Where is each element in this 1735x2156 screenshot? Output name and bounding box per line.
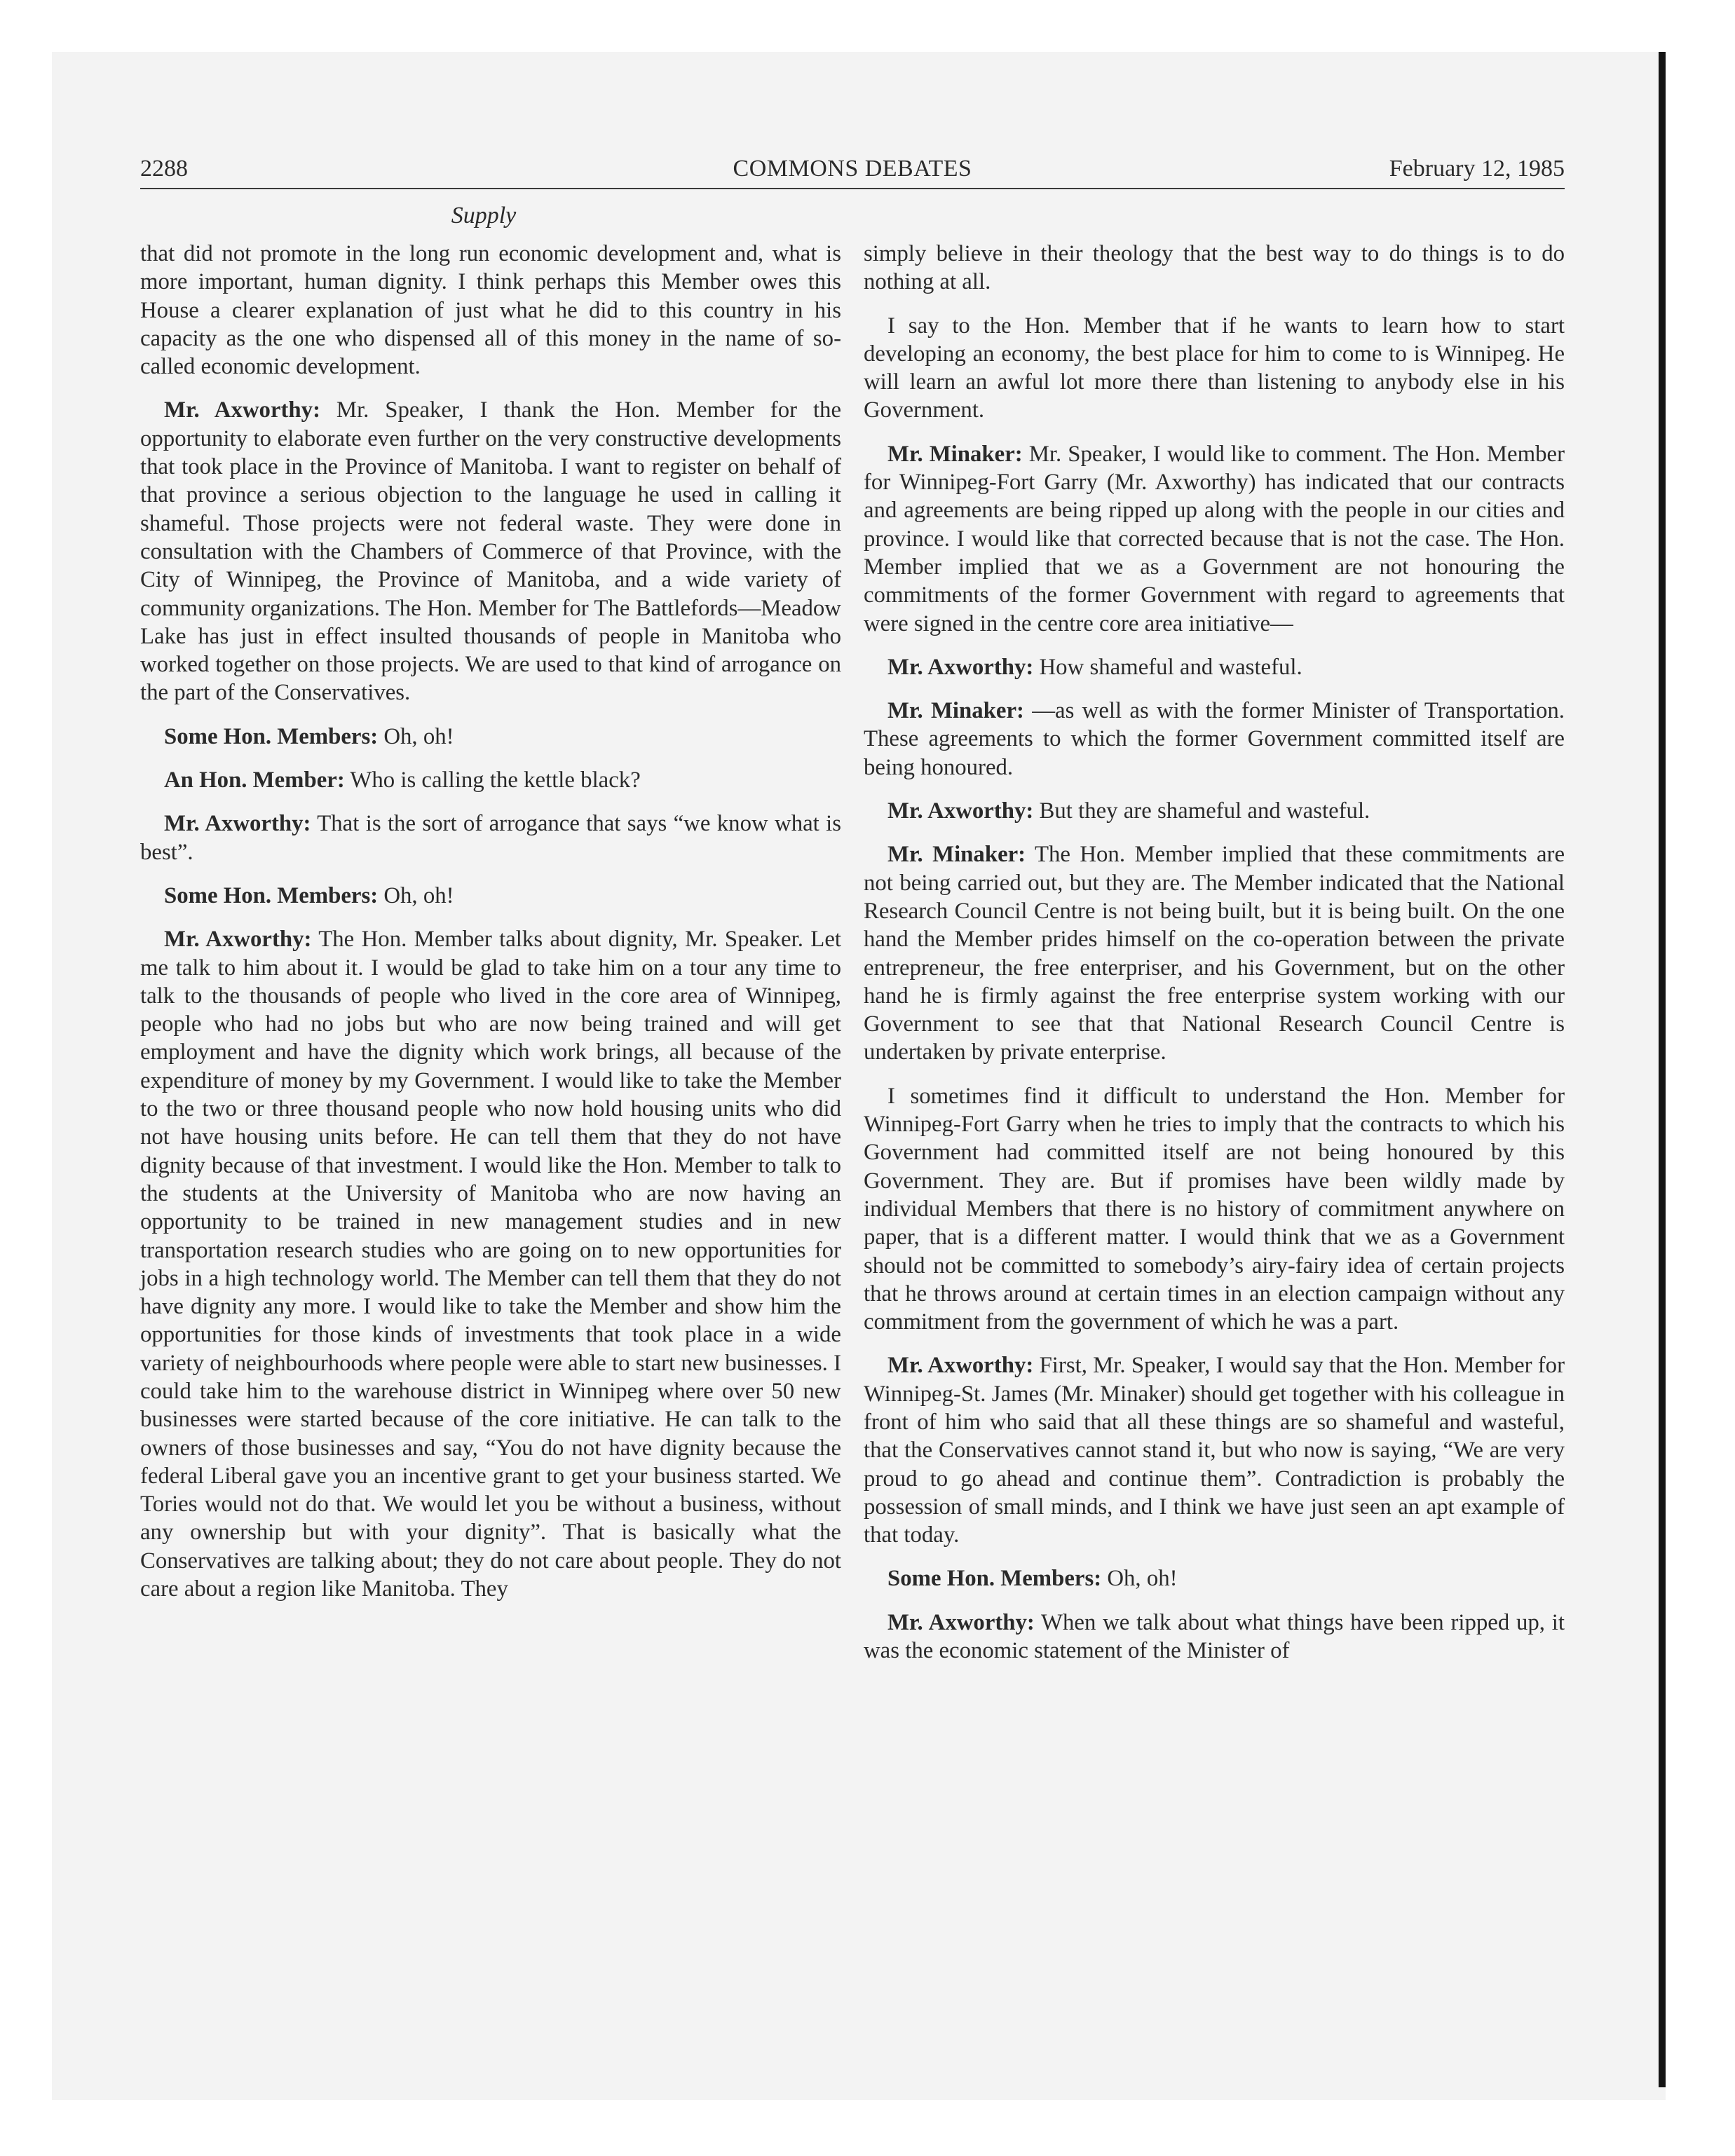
paragraph	[864, 1082, 1565, 1337]
paragraph-text: that did not promote in the long run economic development and, what is more important, human dignity. I think perhaps this Member owes this House a clearer explanation of just what he did to this country in his capacity as the one who dispensed all of this money in the name of so-called economic development.	[140, 241, 841, 380]
header-rule	[140, 188, 1565, 189]
speaker-name: Some Hon. Members:	[164, 882, 379, 908]
paragraph	[864, 797, 1565, 825]
paragraph-text: Oh, oh!	[383, 882, 454, 908]
paragraph-text: How shameful and wasteful.	[1039, 654, 1302, 680]
paragraph-text: simply believe in their theology that the best way to do things is to do nothing at all.	[864, 241, 1565, 295]
paragraph	[864, 440, 1565, 638]
page-binding-edge	[1659, 52, 1666, 2087]
speaker-name: Mr. Axworthy:	[164, 927, 312, 953]
speaker-name: Mr. Axworthy:	[887, 654, 1034, 680]
paragraph-text: First, Mr. Speaker, I would say that the Hon. Member for Winnipeg-St. James (Mr. Minaker) should get together with his colleague in front of him who said that all these things are so shameful and wasteful, that the Conservatives cannot stand it, but who now is saying, “We are very proud to go ahead and continue them”. Contradiction is probably the possession of small minds, and I think we have just seen an apt example of that today.	[864, 1353, 1565, 1548]
speaker-name: Some Hon. Members:	[164, 723, 379, 749]
paragraph-text: Oh, oh!	[383, 723, 454, 749]
speaker-name: Mr. Axworthy:	[164, 811, 311, 837]
paragraph-text: Mr. Speaker, I thank the Hon. Member for the opportunity to elaborate even further on the very constructive developments that took place in the Province of Manitoba. I want to register on behalf of that province a serious objection to the language he used in calling it shameful. Those projects were not federal waste. They were done in consultation with the Chambers of Commerce of that Province, with the City of Winnipeg, the Province of Manitoba, and a wide variety of community organizations. The Hon. Member for The Battlefords—Meadow Lake has just in effect insulted thousands of people in Manitoba who worked together on those projects. We are used to that kind of arrogance on the part of the Conservatives.	[140, 397, 842, 706]
paragraph	[140, 723, 841, 751]
paragraph-text: I say to the Hon. Member that if he wants to learn how to start developing an economy, the best place for him to come to is Winnipeg. He will learn an awful lot more there than listening to anybody else in his Government.	[864, 313, 1565, 423]
paragraph	[864, 840, 1565, 1066]
speaker-name: Mr. Axworthy:	[887, 1609, 1035, 1635]
paragraph	[140, 882, 841, 910]
paragraph	[864, 697, 1565, 782]
running-head	[140, 150, 1565, 188]
right-column	[864, 240, 1565, 1680]
paragraph	[864, 240, 1565, 296]
paragraph-text: When we talk about what things have been ripped up, it was the economic statement of the Minister of	[864, 1609, 1565, 1664]
speaker-name: Mr. Minaker:	[887, 842, 1026, 868]
paragraph	[140, 925, 841, 1603]
paragraph	[140, 766, 841, 794]
publication-date: February 12, 1985	[1389, 156, 1565, 182]
paragraph	[140, 810, 841, 866]
paragraph-text: Mr. Speaker, I would like to comment. The Hon. Member for Winnipeg-Fort Garry (Mr. Axworthy) has indicated that our contracts and agreements are being ripped up along with the people in our cities and province. I would like that corrected because that is not the case. The Hon. Member implied that we as a Government are not honouring the commitments of the former Government with regard to agreements that were signed in the centre core area initiative—	[864, 441, 1565, 636]
section-label: Supply	[451, 203, 517, 228]
paragraph-text: I sometimes find it difficult to understand the Hon. Member for Winnipeg-Fort Garry when he tries to imply that the contracts to which his Government had committed itself are not being honoured by this Government. They are. But if promises have been wildly made by individual Members that there is no history of commitment anywhere on paper, that is a different matter. I would think that we as a Government should not be committed to somebody’s airy-fairy idea of certain projects that he throws around at certain times in an election campaign without any commitment from the government of which he was a part.	[864, 1083, 1565, 1335]
paragraph-text: The Hon. Member implied that these commitments are not being carried out, but they are. The Member indicated that the National Research Council Centre is not being built, but it is being built. On the one hand the Member prides himself on the co-operation between the private entrepreneur, the free enterpriser, and his Government, but on the other hand he is firmly against the free enterprise system working with our Government to see that that National Research Council Centre is undertaken by private enterprise.	[864, 842, 1565, 1065]
paragraph	[864, 1564, 1565, 1592]
paragraph-text: That is the sort of arrogance that says “we know what is best”.	[140, 811, 842, 865]
paragraph-text: The Hon. Member talks about dignity, Mr. Speaker. Let me talk to him about it. I would be glad to take him on a tour any time to talk to the thousands of people who lived in the core area of Winnipeg, people who had no jobs but who are now being trained and will get employment and have the dignity which work brings, all because of the expenditure of money by my Government. I would like to take the Member to the two or three thousand people who now hold housing units who did not have housing units before. He can tell them that they do not have dignity because of that investment. I would like the Hon. Member to talk to the students at the University of Manitoba who are now having an opportunity to be trained in new management studies and in new transportation research studies who are going on to new opportunities for jobs in a high technology world. The Member can tell them that they do not have dignity any more. I would like to take the Member and show him the opportunities for those kinds of investments that took place in a wide variety of neighbourhoods where people were able to start new businesses. I could take him to the warehouse district in Winnipeg where over 50 new businesses were started because of the core initiative. He can talk to the owners of those businesses and say, “You do not have dignity because the federal Liberal gave you an incentive grant to get your business started. We Tories would not do that. We would let you be without a business, without any ownership but with your dignity”. That is basically what the Conservatives are talking about; they do not care about people. They do not care about a region like Manitoba. They	[140, 927, 842, 1602]
speaker-name: An Hon. Member:	[164, 767, 345, 793]
paragraph	[864, 312, 1565, 425]
speaker-name: Mr. Axworthy:	[164, 397, 320, 423]
page-number: 2288	[140, 156, 188, 182]
paragraph-text: —as well as with the former Minister of Transportation. These agreements to which the former Government committed itself are being honoured.	[864, 698, 1565, 780]
paragraph-text: But they are shameful and wasteful.	[1039, 798, 1370, 824]
paragraph	[864, 1609, 1565, 1665]
left-column	[140, 240, 841, 1618]
speaker-name: Mr. Minaker:	[887, 441, 1023, 467]
publication-title: COMMONS DEBATES	[733, 156, 972, 182]
speaker-name: Mr. Axworthy:	[887, 798, 1034, 824]
paragraph-text: Oh, oh!	[1107, 1566, 1178, 1592]
speaker-name: Mr. Minaker:	[887, 698, 1024, 724]
speaker-name: Mr. Axworthy:	[887, 1353, 1034, 1379]
speaker-name: Some Hon. Members:	[887, 1566, 1102, 1592]
paragraph	[140, 396, 841, 707]
paragraph	[864, 653, 1565, 681]
paragraph	[140, 240, 841, 381]
paragraph-text: Who is calling the kettle black?	[350, 767, 641, 793]
paragraph	[864, 1351, 1565, 1549]
